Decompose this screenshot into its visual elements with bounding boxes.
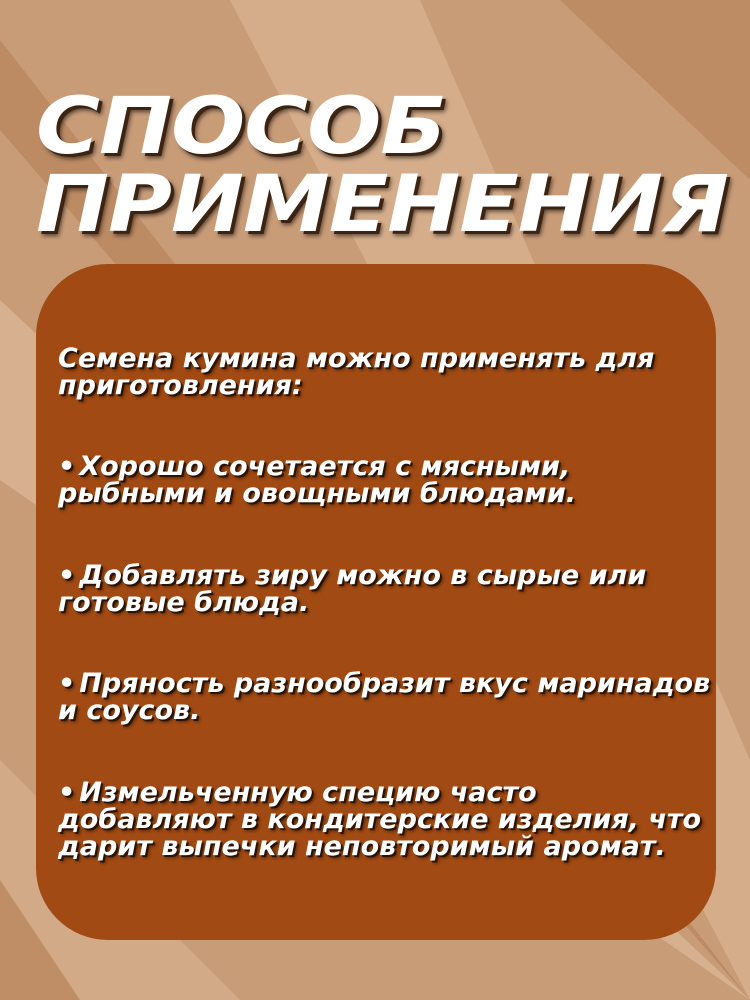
list-item — [58, 453, 718, 507]
bullet-dot-icon: • — [58, 451, 76, 482]
page-title — [36, 82, 728, 250]
card-content — [58, 345, 718, 860]
list-item-text: Хорошо сочетается с мясными, рыбными и овощными блюдами. — [58, 451, 577, 509]
bullet-dot-icon: • — [58, 777, 76, 808]
card-intro: Семена кумина можно применять для приготовления: — [58, 343, 655, 401]
list-item-text: Добавлять зиру можно в сырые или готовые блюда. — [58, 560, 647, 618]
list-item — [58, 670, 718, 724]
title-line-2: ПРИМЕНЕНИЯ — [36, 160, 728, 250]
bullet-dot-icon: • — [58, 668, 76, 699]
list-item — [58, 779, 718, 860]
bullet-dot-icon: • — [58, 560, 76, 591]
list-item — [58, 562, 718, 616]
list-item-text: Измельченную специю часто добавляют в кондитерские изделия, что дарит выпечки неповторимый аромат. — [58, 777, 702, 862]
title-line-1: СПОСОБ — [36, 82, 446, 172]
list-item-text: Пряность разнообразит вкус маринадов и соусов. — [58, 668, 711, 726]
